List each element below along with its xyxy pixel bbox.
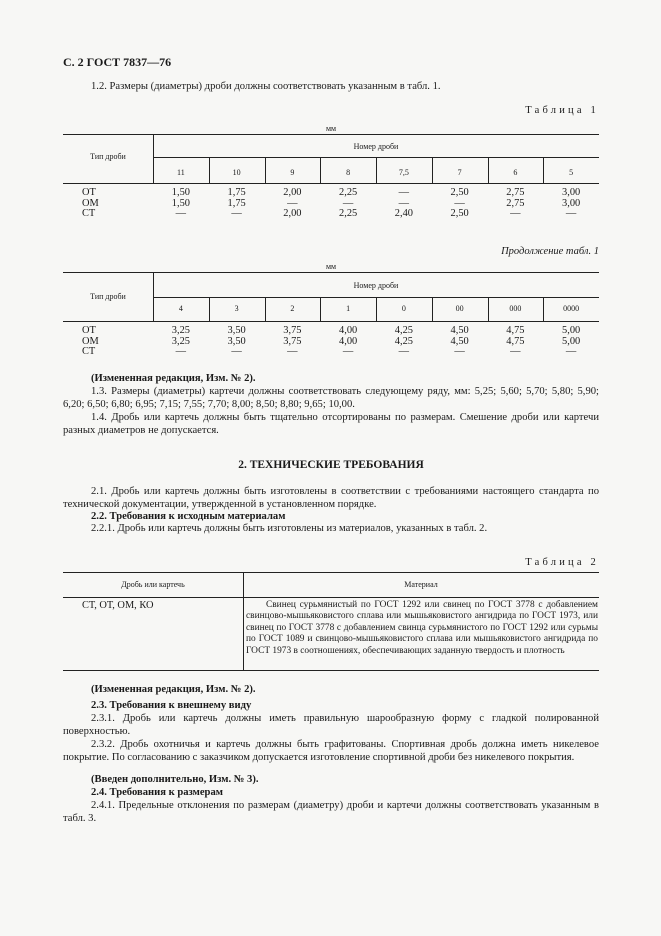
table1-col-header: 5 bbox=[569, 168, 574, 177]
table1-cont-row-label: ОМ bbox=[82, 335, 99, 347]
table1-row-label: ОТ bbox=[82, 187, 96, 198]
note-2: (Измененная редакция, Изм. № 2). bbox=[91, 684, 256, 695]
table1-cont-cell: 3,50 bbox=[227, 325, 246, 336]
table1-row-label: СТ bbox=[82, 208, 96, 219]
table1-cont-col-header: 4 bbox=[178, 304, 183, 313]
table1-col-header: 10 bbox=[232, 168, 241, 177]
table1-cont-cell: 4,50 bbox=[450, 325, 469, 336]
paragraph-2-3-1: 2.3.1. Дробь или картечь должны иметь правильную шарообразную форму с гладкой полированной поверхностью. bbox=[63, 713, 599, 737]
table1-cont-cell: 4,25 bbox=[394, 335, 413, 347]
paragraph-1-2: 1.2. Размеры (диаметры) дроби должны соответствовать указанным в табл. 1. bbox=[91, 81, 441, 92]
table1-cont-cell: — bbox=[398, 346, 410, 357]
table1-cont-col-header: 2 bbox=[290, 304, 295, 313]
table1-cont-caption: Продолжение табл. 1 bbox=[501, 246, 599, 257]
paragraph-2-2-1: 2.2.1. Дробь или картечь должны быть изготовлены из материалов, указанных в табл. 2. bbox=[91, 523, 488, 534]
table1-cell: 1,50 bbox=[171, 187, 190, 198]
table1-cont-cell: — bbox=[287, 346, 298, 357]
table1-col-header: 8 bbox=[346, 168, 351, 177]
table1-cont-cell: 5,00 bbox=[562, 335, 581, 347]
table1-cont-cell: 3,75 bbox=[283, 325, 302, 336]
table2-col1-value: СТ, ОТ, ОМ, КО bbox=[82, 600, 154, 611]
paragraph-2-3-2: 2.3.2. Дробь охотничья и картечь должны быть графитованы. Спортивная дробь должна иметь никелевое покрытие. По согласованию с заказчиком допускается изготовление спортивной дроби без никелевого покрытия. bbox=[63, 739, 599, 763]
table1-cell: — bbox=[398, 187, 410, 198]
table2-col1-header: Дробь или картечь bbox=[121, 580, 185, 589]
table1-cell: 2,25 bbox=[339, 208, 358, 219]
table1-cont-cell: — bbox=[342, 346, 354, 357]
table1-cell: 3,00 bbox=[562, 187, 581, 198]
table1-cell: 2,75 bbox=[506, 187, 525, 198]
table1-col-header: 11 bbox=[177, 168, 185, 177]
table1-cont-col-header: 0000 bbox=[563, 304, 580, 313]
table1-cont-col-header: 00 bbox=[455, 304, 464, 313]
table1-cell: 1,75 bbox=[227, 197, 246, 209]
table1-cont-cell: 4,75 bbox=[506, 325, 525, 336]
table1-cell: — bbox=[287, 197, 298, 209]
table1-cont-type-header: Тип дроби bbox=[90, 292, 126, 301]
table1-cont-row-label: ОТ bbox=[82, 325, 96, 336]
table1-cont-cell: — bbox=[454, 346, 465, 357]
table1-cont-cell: — bbox=[231, 346, 242, 357]
table1-cont-col-header: 1 bbox=[346, 304, 351, 313]
table1-cont-cell: 3,25 bbox=[171, 335, 190, 347]
table2-caption: Таблица 2 bbox=[525, 557, 599, 568]
table1-cell: 1,75 bbox=[227, 187, 246, 198]
paragraph-2-4-1: 2.4.1. Предельные отклонения по размерам (диаметру) дроби и картечи должны соответствовать указанным в табл. 3. bbox=[63, 800, 599, 824]
table1-cont-cell: — bbox=[510, 346, 521, 357]
table1-cont-cell: 4,00 bbox=[339, 335, 358, 347]
table1-cell: 1,50 bbox=[171, 197, 190, 209]
paragraph-1-3: 1.3. Размеры (диаметры) картечи должны соответствовать следующему ряду, мм: 5,25; 5,60; 5,70; 5,80; 5,90; 6,20; 6,50; 6,80; 6,95; 7,15; 7,55; 7,70; 8,00; 8,50; 8,80; 9,65; 10,00. bbox=[63, 386, 599, 410]
note-3: (Введен дополнительно, Изм. № 3). bbox=[91, 774, 259, 785]
table1-col-header: 7 bbox=[457, 168, 462, 177]
page-header: С. 2 ГОСТ 7837—76 bbox=[63, 55, 172, 69]
table1-row-label: ОМ bbox=[82, 197, 99, 209]
paragraph-2-2: 2.2. Требования к исходным материалам bbox=[91, 511, 286, 522]
table1-cont-col-header: 000 bbox=[509, 304, 522, 313]
table1-cell: — bbox=[565, 208, 577, 219]
table1-cell: 3,00 bbox=[562, 197, 581, 209]
table1-unit: мм bbox=[325, 124, 337, 133]
table1-cont-cell: 5,00 bbox=[562, 325, 581, 336]
table1-cont-cell: — bbox=[175, 346, 187, 357]
table1-number-header: Номер дроби bbox=[353, 142, 399, 151]
table1-cont-col-header: 0 bbox=[401, 304, 406, 313]
table1-cont-cell: 3,50 bbox=[227, 335, 246, 347]
table1-cell: — bbox=[342, 197, 354, 209]
table1-cell: — bbox=[398, 197, 410, 209]
table1-cont-cell: 3,75 bbox=[283, 335, 302, 347]
table1-type-header: Тип дроби bbox=[90, 152, 126, 161]
paragraph-2-1: 2.1. Дробь или картечь должны быть изготовлены в соответствии с требованиями настоящего стандарта по технической документации, утвержденной в установленном порядке. bbox=[63, 486, 599, 510]
table1-col-header: 9 bbox=[290, 168, 295, 177]
paragraph-1-4: 1.4. Дробь или картечь должны быть тщательно отсортированы по размерам. Смешение дроби или картечи разных диаметров не допускается. bbox=[63, 412, 599, 436]
table1-cont-cell: 4,75 bbox=[506, 335, 525, 347]
table2-col2-header: Материал bbox=[404, 580, 438, 589]
table1-cont-cell: 4,25 bbox=[394, 325, 413, 336]
table1-cell: 2,25 bbox=[339, 187, 358, 198]
paragraph-2-3: 2.3. Требования к внешнему виду bbox=[91, 700, 252, 711]
table1-cell: — bbox=[510, 208, 521, 219]
table1-cell: 2,50 bbox=[450, 208, 469, 219]
table1-cell: — bbox=[175, 208, 187, 219]
table1-cont-unit: мм bbox=[325, 262, 337, 271]
table1-cont-row-label: СТ bbox=[82, 346, 96, 357]
table1-cell: 2,00 bbox=[283, 208, 302, 219]
section-2-title: 2. ТЕХНИЧЕСКИЕ ТРЕБОВАНИЯ bbox=[238, 459, 424, 471]
table1-cont-col-header: 3 bbox=[234, 304, 239, 313]
table1-cell: 2,75 bbox=[506, 197, 525, 209]
table1-cell: — bbox=[454, 197, 465, 209]
table1-col-header: 6 bbox=[513, 168, 518, 177]
table1-cell: 2,40 bbox=[394, 208, 413, 219]
table1-cell: 2,00 bbox=[283, 187, 302, 198]
table1-cont-cell: 4,00 bbox=[339, 325, 358, 336]
table1-cont-cell: 4,50 bbox=[450, 335, 469, 347]
note-1: (Измененная редакция, Изм. № 2). bbox=[91, 373, 256, 384]
table1-cont-number-header: Номер дроби bbox=[353, 281, 399, 290]
table1-cont-cell: — bbox=[565, 346, 577, 357]
paragraph-2-4: 2.4. Требования к размерам bbox=[91, 787, 223, 798]
table2-col2-value: Свинец сурьмянистый по ГОСТ 1292 или свинец по ГОСТ 3778 с добавлением свинцово-мышьяковистого сплава или мышьяковистого ангидрида по ГОСТ 1973, или свинец по ГОСТ 3778 с добавлением свинца сурьмянистого по ГОСТ 1292 или сурьмы по ГОСТ 1089 и свинцово-мышьяковистого сплава или мышьяковистого ангидрида по ГОСТ 1973 в соотношениях, обеспечивающих заданную твердость и плотность bbox=[246, 600, 598, 656]
table1-caption: Таблица 1 bbox=[525, 105, 599, 116]
table1-cont-cell: 3,25 bbox=[171, 325, 190, 336]
table1-col-header: 7,5 bbox=[398, 168, 409, 177]
table1-cell: 2,50 bbox=[450, 187, 469, 198]
table1-cell: — bbox=[231, 208, 242, 219]
